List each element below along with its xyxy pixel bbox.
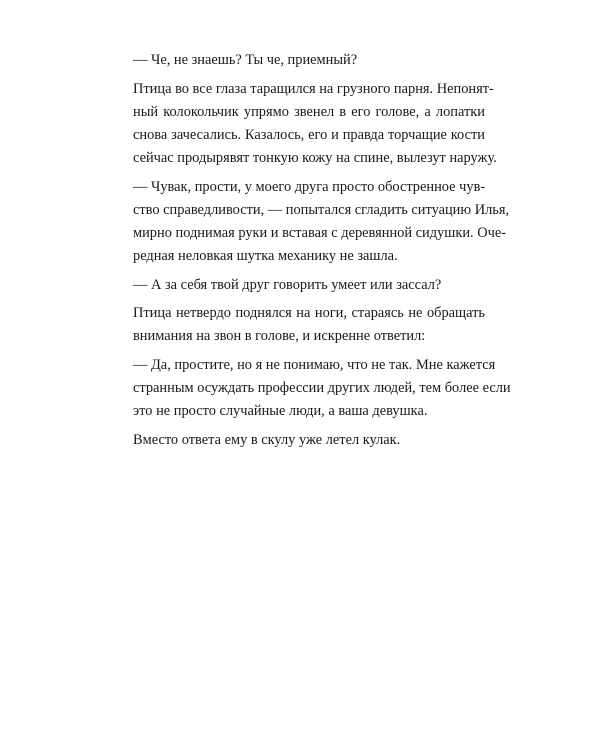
text-line: снова зачесались. Казалось, его и правда торчащие кости [133, 126, 485, 143]
paragraph-7 [118, 429, 485, 452]
paragraph-4 [118, 274, 485, 297]
text-line: Птица нетвердо поднялся на ноги, стараясь не обращать [133, 305, 485, 322]
text-line: — А за себя твой друг говорить умеет или зассал? [133, 276, 442, 293]
text-line: сейчас продырявят тонкую кожу на спине, вылезут наружу. [133, 150, 497, 167]
paragraph-5 [118, 302, 485, 348]
text-line: Птица во все глаза таращился на грузного парня. Непонят- [133, 80, 494, 97]
paragraph-1 [118, 49, 485, 72]
text-line: — Чувак, прости, у моего друга просто обостренное чув- [133, 178, 486, 195]
paragraph-6 [118, 354, 511, 424]
text-line: — Да, простите, но я не понимаю, что не так. Мне кажется [133, 356, 496, 373]
book-page [118, 49, 511, 457]
text-line: странным осуждать профессии других людей, тем более если [133, 380, 511, 397]
paragraph-2 [118, 78, 497, 171]
text-line: это не просто случайные люди, а ваша девушка. [133, 403, 428, 420]
text-line: редная неловкая шутка механику не зашла. [133, 248, 398, 265]
text-line: мирно поднимая руки и вставая с деревянной сидушки. Оче- [133, 225, 507, 242]
text-line: — Че, не знаешь? Ты че, приемный? [133, 52, 358, 68]
text-line: Вместо ответа ему в скулу уже летел кулак. [133, 431, 401, 448]
text-line: ство справедливости, — попытался сгладить ситуацию Илья, [133, 201, 510, 218]
text-line: внимания на звон в голове, и искренне ответил: [133, 328, 426, 345]
text-line: ный колокольчик упрямо звенел в его голове, а лопатки [133, 103, 485, 120]
paragraph-3 [118, 176, 510, 269]
